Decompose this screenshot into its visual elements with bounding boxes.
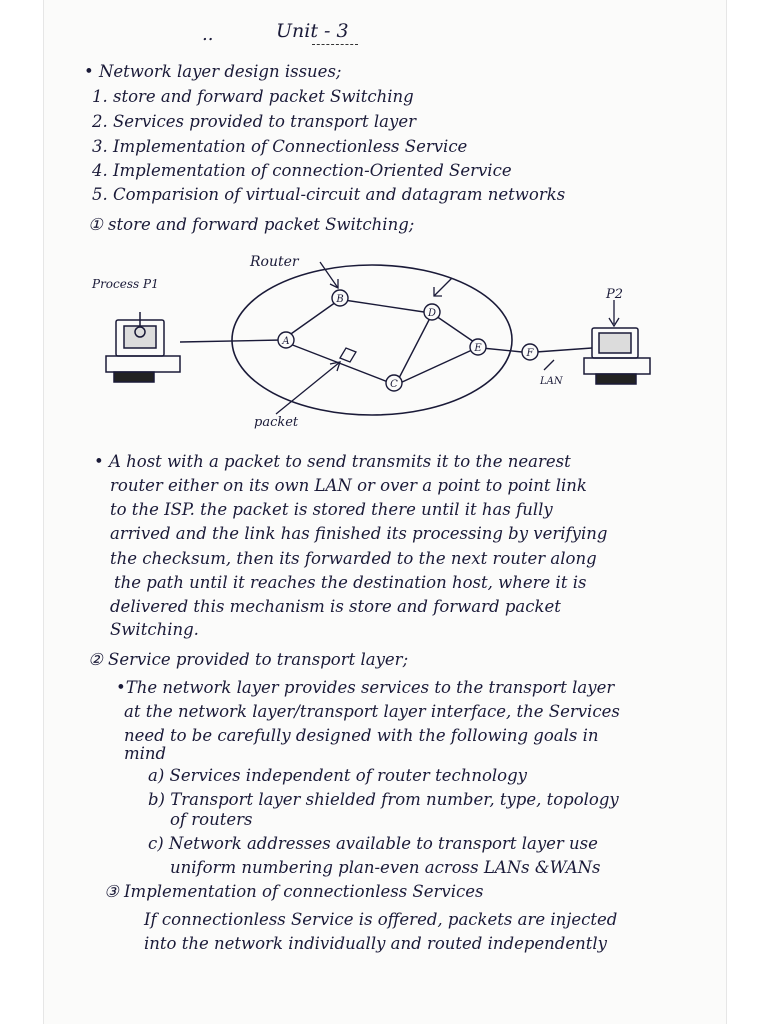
computer-p2-icon [584,328,650,384]
link-f-host [536,348,592,352]
section2-heading: ② Service provided to transport layer; [88,650,409,669]
router-c-label: C [390,379,398,390]
link-b-d [344,300,424,312]
lan-arrow [544,360,554,370]
paragraph2-line: •The network layer provides services to the transport layer [116,678,615,697]
page-dots: .. [202,24,214,45]
issue-item: 1. store and forward packet Switching [92,87,414,106]
paragraph1-line: Switching. [110,620,199,639]
issue-item: 3. Implementation of Connectionless Service [92,137,468,156]
goal-item: uniform numbering plan-even across LANs &WANs [170,858,601,877]
goal-item: of routers [170,810,253,829]
issues-heading: • Network layer design issues; [84,62,342,81]
router-e-label: E [474,343,482,354]
p2-label: P2 [606,287,624,302]
paragraph1-line: arrived and the link has finished its processing by verifying [110,524,608,543]
link-host-a [180,340,282,342]
paragraph2-line: at the network layer/transport layer interface, the Services [124,702,620,721]
computer-p1-icon [106,312,180,382]
paragraph1-line: router either on its own LAN or over a point to point link [110,476,587,495]
paragraph3-line: If connectionless Service is offered, packets are injected [144,910,618,929]
paragraph1-line: • A host with a packet to send transmits it to the nearest [94,452,571,471]
issue-item: 4. Implementation of connection-Oriented Service [92,161,512,180]
issue-item: 5. Comparision of virtual-circuit and datagram networks [92,185,566,204]
section1-heading: ① store and forward packet Switching; [88,215,415,234]
link-a-b [288,302,336,336]
link-d-e [436,316,474,342]
packet-label: packet [254,415,299,430]
title-underline [312,44,358,45]
notebook-page [44,0,726,1024]
link-e-f [482,348,522,352]
paragraph1-line: to the ISP. the packet is stored there until it has fully [110,500,553,519]
router-f-label: F [526,348,534,359]
router-d-label: D [427,308,437,319]
goal-item: b) Transport layer shielded from number, type, topology [148,790,619,809]
router-label: Router [250,254,299,270]
goal-item: a) Services independent of router technology [148,766,527,785]
paragraph2-line: mind [124,744,167,763]
network-diagram [44,240,726,440]
packet-shape [340,348,356,362]
issue-item: 2. Services provided to transport layer [92,112,416,131]
paragraph1-line: the checksum, then its forwarded to the next router along [110,549,597,568]
paragraph3-line: into the network individually and routed independently [144,934,607,953]
paragraph2-line: need to be carefully designed with the following goals in [124,726,599,745]
process-p1-label: Process P1 [92,277,159,291]
router-arrow [434,278,452,296]
paragraph1-line: the path until it reaches the destination host, where it is [114,573,587,592]
router-a-label: A [282,336,290,347]
section3-heading: ③ Implementation of connectionless Services [104,882,484,901]
paragraph1-line: delivered this mechanism is store and forward packet [110,597,561,616]
router-arrow [320,262,338,288]
lan-label: LAN [540,376,563,387]
router-b-label: B [336,294,344,305]
goal-item: c) Network addresses available to transport layer use [148,834,598,853]
unit-title: Unit - 3 [276,20,349,42]
